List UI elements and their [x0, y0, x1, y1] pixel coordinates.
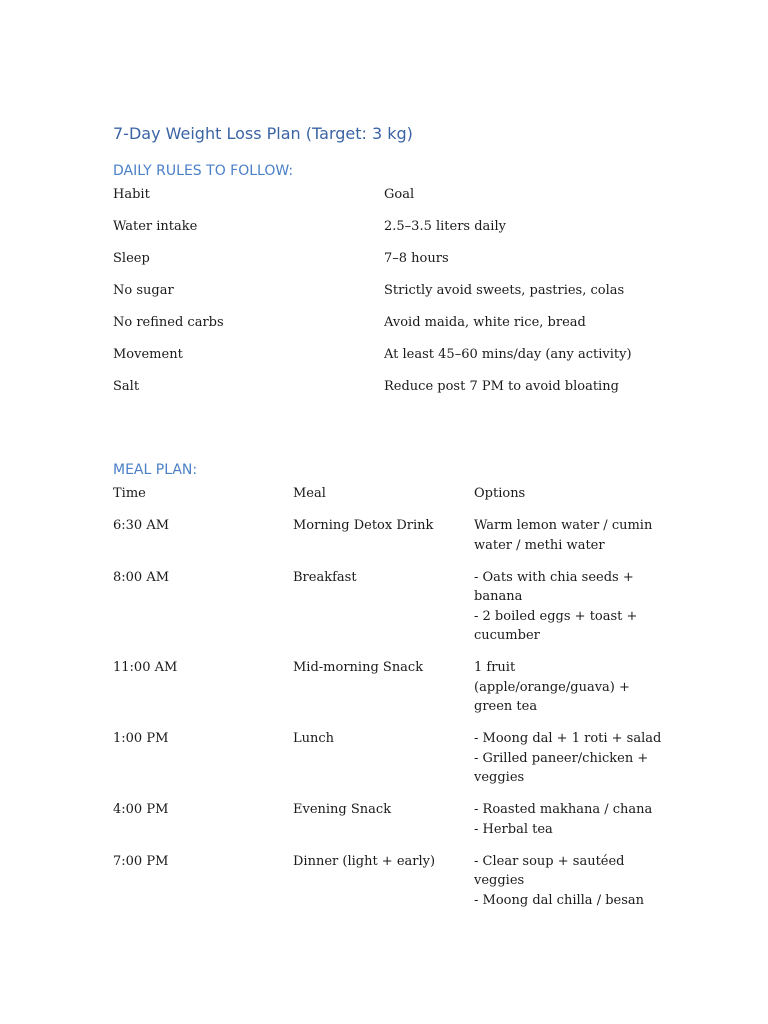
option-line: green tea [474, 699, 538, 714]
option-line: (apple/orange/guava) + [474, 679, 630, 695]
table-row [113, 345, 673, 377]
meal-plan-table [113, 484, 673, 923]
table-row [113, 281, 673, 313]
goal-column-header: Goal [384, 187, 415, 202]
meal-cell: Breakfast [293, 569, 357, 585]
option-line: - Oats with chia seeds + [474, 569, 634, 585]
habit-cell: Water intake [113, 219, 198, 234]
table-row [113, 852, 673, 923]
table-row [113, 568, 673, 659]
habit-cell: Salt [113, 379, 140, 394]
option-line: - Moong dal + 1 roti + salad [474, 731, 662, 746]
table-row [113, 377, 673, 409]
option-line: Warm lemon water / cumin [474, 518, 653, 533]
options-cell [474, 800, 653, 839]
goal-cell: Reduce post 7 PM to avoid bloating [384, 379, 619, 394]
time-cell: 7:00 PM [113, 853, 169, 869]
option-line: - Moong dal chilla / besan [474, 892, 645, 908]
habit-cell: No refined carbs [113, 315, 224, 330]
time-column-header: Time [113, 486, 146, 501]
options-cell [474, 852, 649, 911]
options-cell [474, 568, 649, 646]
table-header-row [113, 185, 673, 217]
goal-cell: At least 45–60 mins/day (any activity) [384, 347, 632, 362]
meal-column-header: Meal [293, 486, 326, 501]
meal-cell: Lunch [293, 731, 335, 746]
goal-cell: Strictly avoid sweets, pastries, colas [384, 283, 625, 298]
daily-rules-table [113, 185, 673, 409]
goal-cell: 2.5–3.5 liters daily [384, 219, 506, 234]
table-row [113, 313, 673, 345]
meal-cell: Morning Detox Drink [293, 518, 434, 533]
habit-column-header: Habit [113, 187, 150, 202]
habit-cell: Sleep [113, 251, 150, 266]
option-line: - Grilled paneer/chicken + [474, 750, 649, 766]
option-line: veggies [474, 770, 525, 785]
options-cell [474, 516, 653, 555]
meal-cell: Mid-morning Snack [293, 660, 424, 675]
options-cell [474, 729, 662, 788]
table-row [113, 800, 673, 852]
time-cell: 4:00 PM [113, 802, 169, 817]
options-cell [474, 658, 649, 717]
option-line: cucumber [474, 628, 540, 643]
option-line: banana [474, 589, 523, 604]
option-line: - 2 boiled eggs + toast + [474, 608, 638, 624]
option-line: water / methi water [474, 537, 605, 553]
table-row [113, 658, 673, 729]
option-line: - Roasted makhana / chana [474, 802, 653, 817]
meal-cell: Evening Snack [293, 802, 392, 817]
option-line: veggies [474, 873, 525, 888]
time-cell: 8:00 AM [113, 569, 170, 585]
time-cell: 11:00 AM [113, 660, 178, 675]
options-column-header: Options [474, 486, 526, 501]
meal-cell: Dinner (light + early) [293, 853, 436, 869]
table-row [113, 729, 673, 800]
daily-rules-heading: DAILY RULES TO FOLLOW: [113, 163, 294, 179]
goal-cell: 7–8 hours [384, 251, 449, 266]
goal-cell: Avoid maida, white rice, bread [384, 315, 586, 330]
document-title: 7-Day Weight Loss Plan (Target: 3 kg) [113, 124, 413, 143]
meal-plan-heading: MEAL PLAN: [113, 462, 198, 478]
option-line: - Clear soup + sautéed [474, 853, 625, 869]
option-line: 1 fruit [474, 660, 516, 675]
time-cell: 1:00 PM [113, 731, 169, 746]
table-row [113, 516, 673, 568]
habit-cell: Movement [113, 347, 183, 362]
table-row [113, 217, 673, 249]
habit-cell: No sugar [113, 283, 174, 298]
time-cell: 6:30 AM [113, 518, 170, 533]
option-line: - Herbal tea [474, 821, 553, 837]
table-header-row [113, 484, 673, 516]
table-row [113, 249, 673, 281]
